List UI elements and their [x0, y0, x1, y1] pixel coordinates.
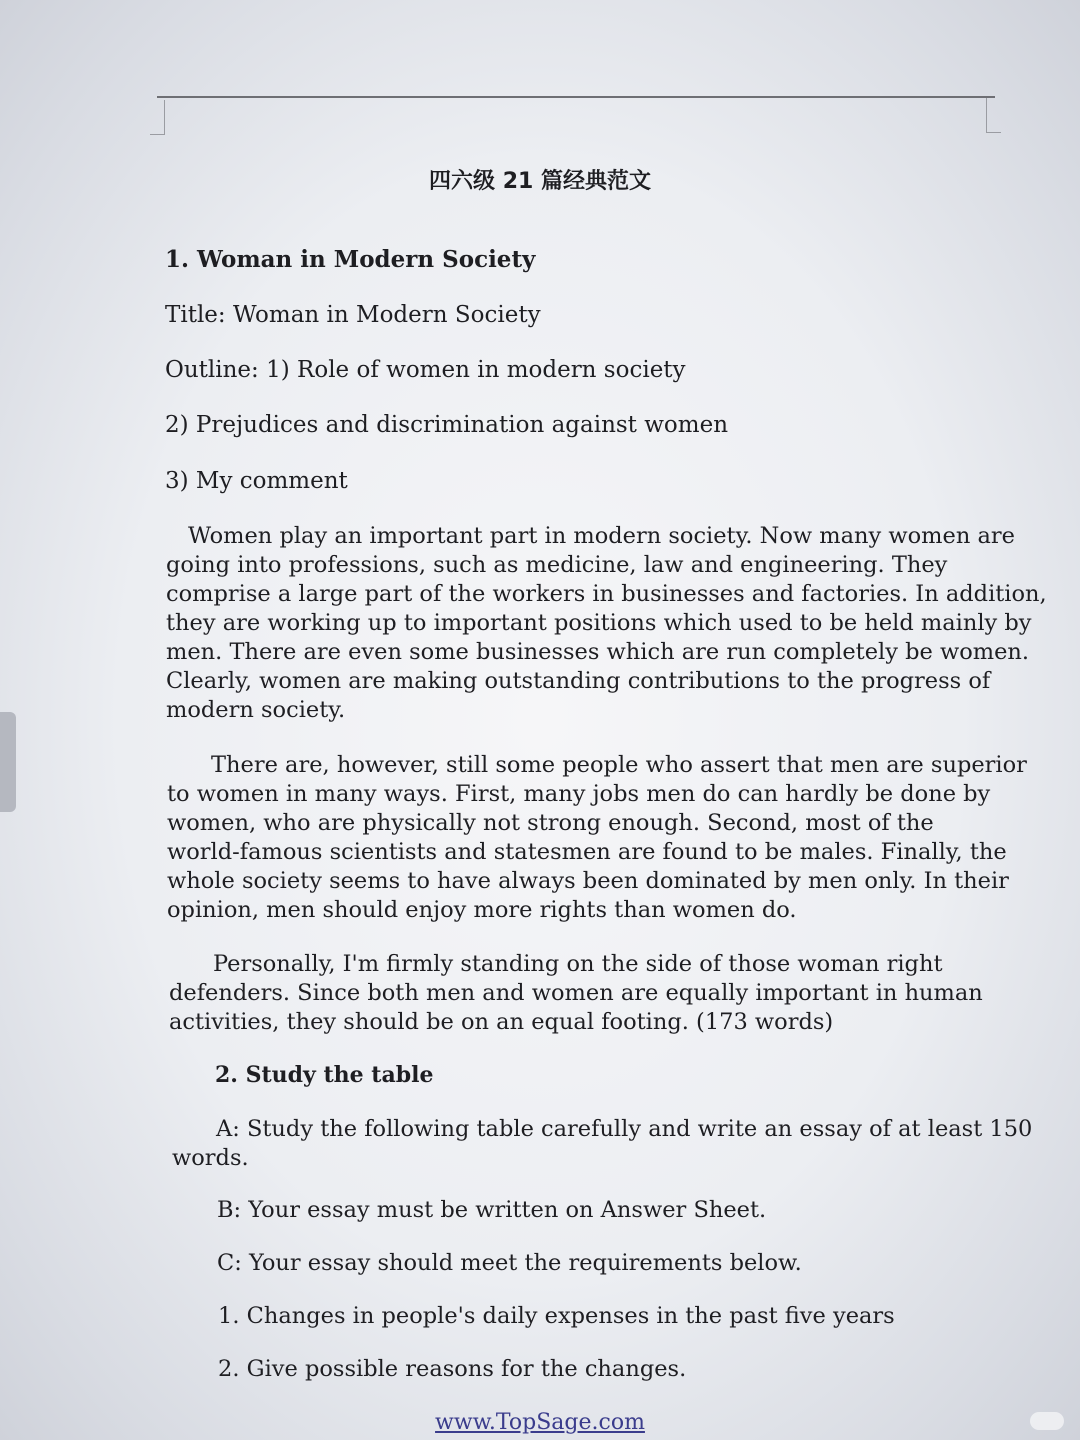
paragraph-line: Women play an important part in modern society. Now many women are [188, 523, 1015, 549]
footer-website-link[interactable]: www.TopSage.com [435, 1410, 645, 1435]
paragraph-line: Clearly, women are making outstanding contributions to the progress of [166, 668, 991, 694]
paragraph-line: women, who are physically not strong enough. Second, most of the [167, 810, 934, 836]
outline-item-2: 2) Prejudices and discrimination against women [165, 412, 729, 438]
outline-item-3: 3) My comment [165, 468, 348, 494]
section2-heading: 2. Study the table [215, 1062, 434, 1088]
paragraph-line: Personally, I'm firmly standing on the side of those woman right [213, 951, 943, 977]
right-margin-mark [986, 98, 1001, 133]
essay-paragraph-3 [169, 950, 983, 1037]
essay-title-line: Title: Woman in Modern Society [165, 302, 541, 328]
section1-heading: 1. Woman in Modern Society [165, 246, 536, 273]
paragraph-line: opinion, men should enjoy more rights than women do. [167, 897, 797, 923]
paragraph-line: There are, however, still some people who assert that men are superior [211, 752, 1027, 778]
paragraph-line: they are working up to important positions which used to be held mainly by [166, 610, 1032, 636]
paragraph-line: going into professions, such as medicine, law and engineering. They [166, 552, 948, 578]
paragraph-line: to women in many ways. First, many jobs men do can hardly be done by [167, 781, 991, 807]
paragraph-line: modern society. [166, 697, 346, 723]
outline-item-1: Outline: 1) Role of women in modern society [165, 357, 686, 383]
watermark-badge [1030, 1412, 1064, 1430]
left-margin-mark [150, 100, 165, 135]
side-tab[interactable] [0, 712, 16, 812]
instruction-a [172, 1115, 1032, 1173]
paragraph-line: comprise a large part of the workers in businesses and factories. In addition, [166, 581, 1047, 607]
instruction-b: B: Your essay must be written on Answer Sheet. [217, 1197, 767, 1223]
paragraph-line: A: Study the following table carefully and write an essay of at least 150 [216, 1116, 1033, 1142]
paragraph-line: defenders. Since both men and women are equally important in human [169, 980, 983, 1006]
requirement-1: 1. Changes in people's daily expenses in the past five years [218, 1303, 895, 1329]
essay-paragraph-1 [166, 522, 1047, 725]
header-rule [157, 96, 995, 98]
requirement-2: 2. Give possible reasons for the changes. [218, 1356, 687, 1382]
essay-paragraph-2 [167, 751, 1027, 925]
paragraph-line: words. [172, 1145, 249, 1171]
document-title: 四六级 21 篇经典范文 [429, 169, 651, 194]
paragraph-line: activities, they should be on an equal footing. (173 words) [169, 1009, 834, 1035]
paragraph-line: men. There are even some businesses which are run completely be women. [166, 639, 1030, 665]
paragraph-line: whole society seems to have always been dominated by men only. In their [167, 868, 1009, 894]
paragraph-line: world-famous scientists and statesmen are found to be males. Finally, the [167, 839, 1007, 865]
instruction-c: C: Your essay should meet the requirements below. [217, 1250, 802, 1276]
